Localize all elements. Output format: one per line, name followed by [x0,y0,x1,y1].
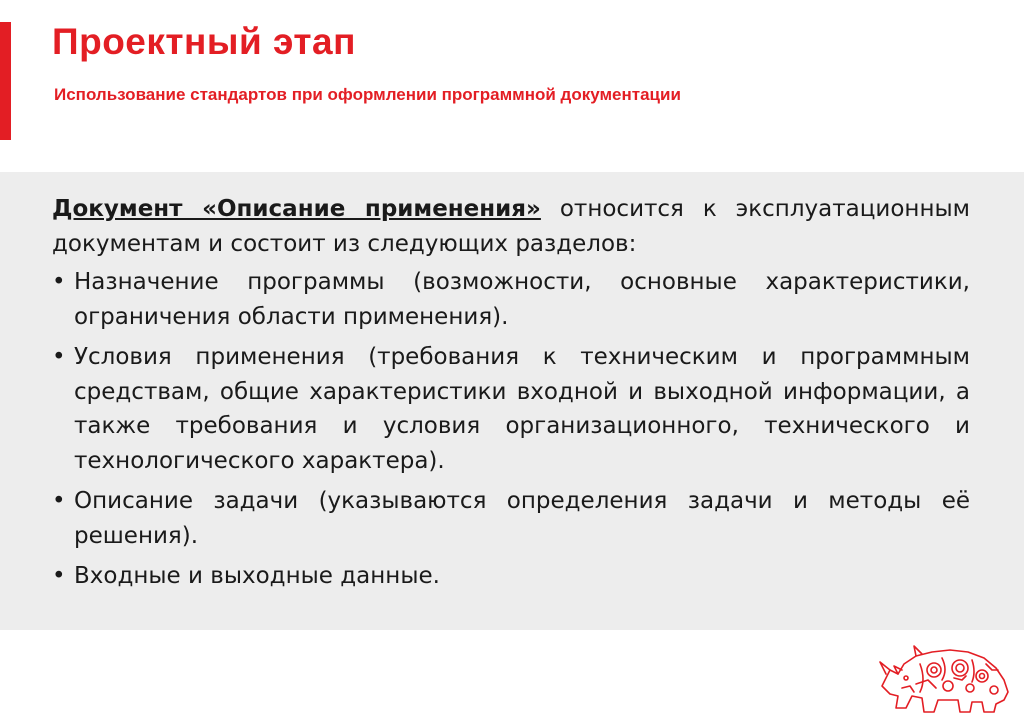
list-item [52,559,970,594]
rhino-logo-icon [876,640,1014,716]
bullet-text: Условия применения (требования к техническим и программным средствам, общие характеристики входной и выходной информации, а также требования и условия организационного, технического и технологического характера). [74,344,970,474]
bullet-mark: • [52,344,66,370]
intro-text: относится к эксплуатационным документам и состоит из следующих разделов: [52,196,970,257]
accent-bar [0,22,11,140]
list-item [52,265,970,334]
slide-subtitle: Использование стандартов при оформлении программной документации [54,85,681,104]
document-name: Документ «Описание применения» [52,196,541,222]
list-item [52,340,970,478]
bullet-list [52,265,970,594]
bullet-text: Назначение программы (возможности, основные характеристики, ограничения области применения). [74,269,970,330]
bullet-mark: • [52,269,66,295]
slide-body [52,192,970,600]
slide-title: Проектный этап [52,21,356,62]
bullet-mark: • [52,488,66,514]
bullet-text: Описание задачи (указываются определения задачи и методы её решения). [74,488,970,549]
bullet-mark: • [52,563,66,589]
intro-paragraph [52,192,970,261]
bullet-text: Входные и выходные данные. [74,563,440,589]
list-item [52,484,970,553]
